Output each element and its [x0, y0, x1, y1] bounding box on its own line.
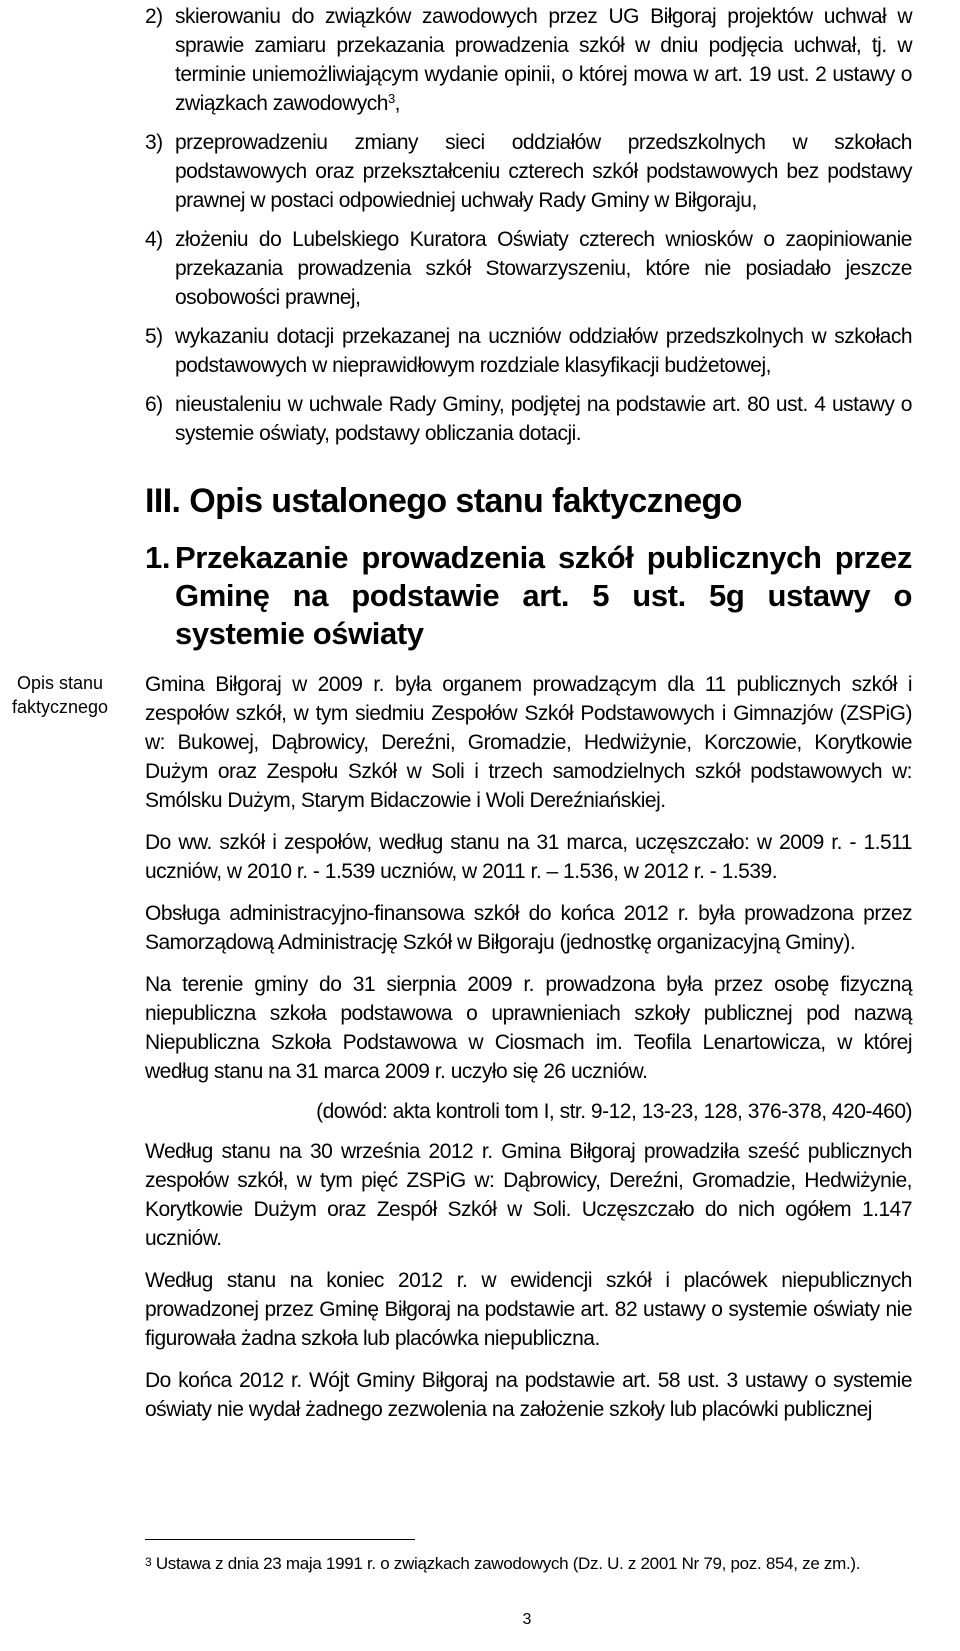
page-number-container	[0, 1610, 960, 1630]
paragraph: Na terenie gminy do 31 sierpnia 2009 r. prowadzona była przez osobę fizyczną niepubliczna szkoła podstawowa o uprawnieniach szkoły publicznej pod nazwą Niepubliczna Szkoła Podstawowa w Ciosmach im. Teofila Lenartowicza, w której według stanu na 31 marca 2009 r. uczyło się 26 uczniów.	[145, 973, 912, 1083]
list-item-text: skierowaniu do związków zawodowych przez UG Biłgoraj projektów uchwał w sprawie zamiaru przekazania prowadzenia szkół w dniu podjęcia uchwał, tj. w terminie uniemożliwiającym wydanie opinii, o której mowa w art. 19 ust. 2 ustawy o związkach zawodowych	[175, 5, 912, 115]
footnote-marker: 3	[145, 1555, 152, 1569]
subsection-number: 1.	[145, 540, 171, 575]
paragraph: Do ww. szkół i zespołów, według stanu na 31 marca, uczęszczało: w 2009 r. - 1.511 uczniów, w 2010 r. - 1.539 uczniów, w 2011 r. – 1.536, w 2012 r. - 1.539.	[145, 831, 912, 883]
paragraph: Według stanu na 30 września 2012 r. Gmina Biłgoraj prowadziła sześć publicznych zespołów szkół, w tym pięć ZSPiG w: Dąbrowicy, Dereźni, Gromadzie, Hedwiżynie, Korytkowie Dużym oraz Zespół Szkół w Soli. Uczęszczało do nich ogółem 1.147 uczniów.	[145, 1140, 912, 1250]
margin-note-line-2: faktycznego	[11, 697, 109, 717]
list-item	[145, 390, 912, 448]
list-item-text: nieustaleniu w uchwale Rady Gminy, podjętej na podstawie art. 80 ust. 4 ustawy o systemie oświaty, podstawy obliczania dotacji.	[175, 393, 912, 445]
paragraph: Według stanu na koniec 2012 r. w ewidencji szkół i placówek niepublicznych prowadzonej przez Gminę Biłgoraj na podstawie art. 82 ustawy o systemie oświaty nie figurowała żadna szkoła lub placówka niepubliczna.	[145, 1269, 912, 1350]
list-item-text: przeprowadzeniu zmiany sieci oddziałów przedszkolnych w szkołach podstawowych oraz przekształceniu czterech szkół podstawowych bez podstawy prawnej w postaci odpowiedniej uchwały Rady Gminy w Biłgoraju,	[175, 131, 912, 212]
list-item-number: 6)	[145, 393, 163, 416]
list-item-text: złożeniu do Lubelskiego Kuratora Oświaty czterech wniosków o zaopiniowanie przekazania prowadzenia szkół Stowarzyszeniu, które nie posiadało jeszcze osobowości prawnej,	[175, 228, 912, 309]
section-title: III. Opis ustalonego stanu faktycznego	[145, 482, 742, 520]
list-item	[145, 2, 912, 118]
list-item-text-end: ,	[394, 92, 401, 115]
margin-note	[0, 671, 120, 719]
evidence-citation: (dowód: akta kontroli tom I, str. 9-12, 13-23, 128, 376-378, 420-460)	[316, 1100, 912, 1123]
paragraph: Do końca 2012 r. Wójt Gminy Biłgoraj na podstawie art. 58 ust. 3 ustawy o systemie oświaty nie wydał żadnego zezwolenia na założenie szkoły lub placówki publicznej	[145, 1369, 912, 1421]
list-item	[145, 322, 912, 380]
list-item-number: 5)	[145, 325, 163, 348]
subsection-title	[145, 539, 912, 653]
footnote-text: Ustawa z dnia 23 maja 1991 r. o związkach zawodowych (Dz. U. z 2001 Nr 79, poz. 854, ze zm.).	[155, 1554, 861, 1573]
paragraph: Obsługa administracyjno-finansowa szkół do końca 2012 r. była prowadzona przez Samorządową Administrację Szkół w Biłgoraju (jednostkę organizacyjną Gminy).	[145, 902, 912, 954]
page-number: 3	[522, 1611, 532, 1628]
main-text	[145, 0, 912, 1424]
list-item-number: 2)	[145, 5, 163, 28]
footnote-reference: 3	[387, 91, 395, 106]
list-item-number: 3)	[145, 131, 163, 154]
list-item	[145, 128, 912, 215]
margin-note-line-1: Opis stanu	[16, 673, 104, 693]
footnote	[145, 1553, 905, 1575]
list-item-number: 4)	[145, 228, 163, 251]
footnote-divider	[145, 1539, 415, 1540]
paragraph: Gmina Biłgoraj w 2009 r. była organem prowadzącym dla 11 publicznych szkół i zespołów szkół, w tym siedmiu Zespołów Szkół Podstawowych i Gimnazjów (ZSPiG) w: Bukowej, Dąbrowicy, Dereźni, Gromadzie, Hedwiżynie, Korczowie, Korytkowie Dużym oraz Zespołu Szkół w Soli i trzech samodzielnych szkół podstawowych w: Smólsku Dużym, Starym Bidaczowie i Woli Dereźniańskiej.	[145, 673, 912, 812]
list-item	[145, 225, 912, 312]
list-item-text: wykazaniu dotacji przekazanej na uczniów oddziałów przedszkolnych w szkołach podstawowych w nieprawidłowym rozdziale klasyfikacji budżetowej,	[175, 325, 912, 377]
subsection-title-text: Przekazanie prowadzenia szkół publicznych przez Gminę na podstawie art. 5 ust. 5g ustawy o systemie oświaty	[175, 540, 912, 651]
